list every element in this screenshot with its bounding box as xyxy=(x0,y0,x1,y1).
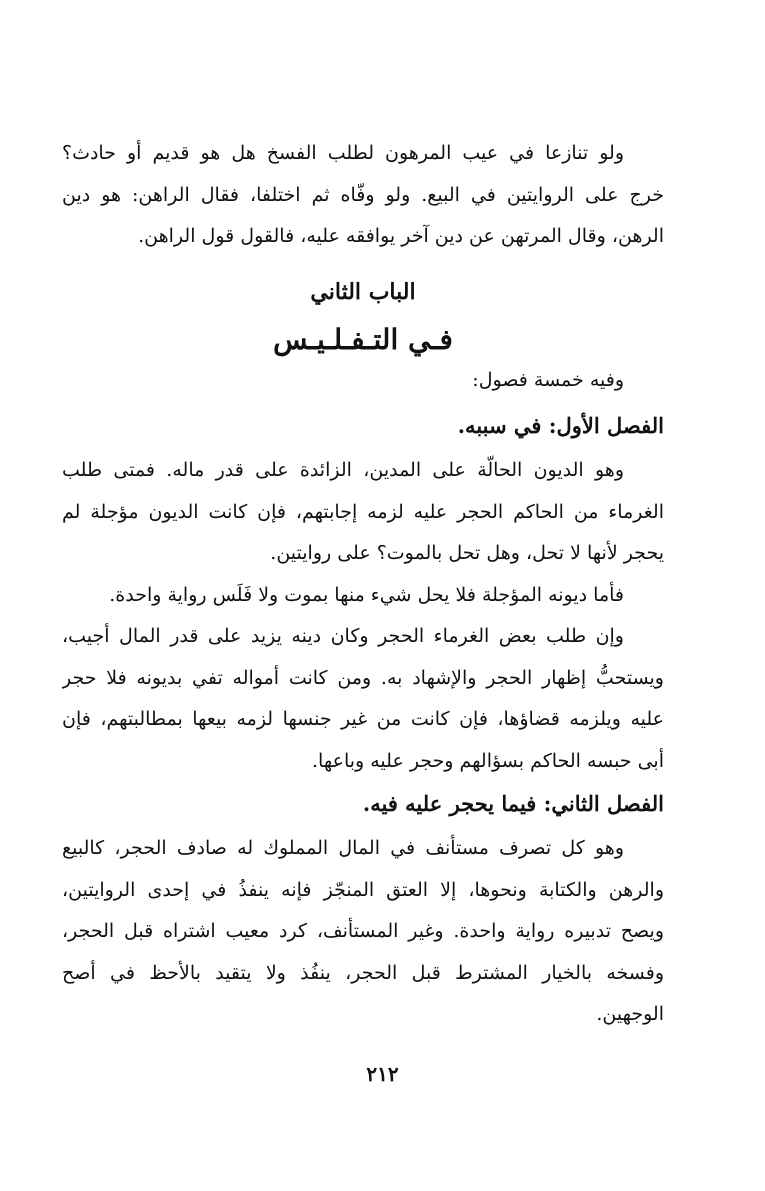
text-line: ويصح تدبيره رواية واحدة. وغير المستأنف، كرد معيب اشتراه قبل الحجر، xyxy=(62,920,664,942)
text-line: وهو كل تصرف مستأنف في المال المملوك له صادف الحجر، كالبيع xyxy=(62,837,624,859)
text-line: أبى حبسه الحاكم بسؤالهم وحجر عليه وباعها. xyxy=(312,749,664,772)
text-line: الرهن، وقال المرتهن عن دين آخر يوافقه عليه، فالقول قول الراهن. xyxy=(138,225,664,247)
text-line: ولو تنازعا في عيب المرهون لطلب الفسخ هل هو قديم أو حادث؟ xyxy=(62,142,624,164)
text-line: والرهن والكتابة ونحوها، إلا العتق المنجّز فإنه ينفذُ في إحدى الروايتين، xyxy=(62,878,664,901)
chapter-title: فـي التـفـلـيـس xyxy=(273,323,453,356)
page-number: ٢١٢ xyxy=(366,1062,399,1086)
text-line: وهو الديون الحالّة على المدين، الزائدة على قدر ماله. فمتى طلب xyxy=(62,459,624,481)
text-line: عليه ويلزمه قضاؤها، فإن كانت من غير جنسها لزمه بيعها بمطالبتهم، فإن xyxy=(62,708,664,730)
section-two-title: الفصل الثاني: فيما يحجر عليه فيه. xyxy=(362,791,664,816)
text-line: يحجر لأنها لا تحل، وهل تحل بالموت؟ على روايتين. xyxy=(270,542,664,564)
text-line: وفسخه بالخيار المشترط قبل الحجر، ينفُذ ولا يتقيد بالأحظ في أصح xyxy=(62,961,664,984)
section-one-body xyxy=(62,450,664,782)
text-line: وإن طلب بعض الغرماء الحجر وكان دينه يزيد على قدر المال أجيب، xyxy=(62,625,624,647)
intro-paragraph xyxy=(62,133,664,258)
text-line: ويستحبُّ إظهار الحجر والإشهاد به. ومن كانت أمواله تفي بديونه فلا حجر xyxy=(62,666,664,689)
text-line: خرج على الروايتين في البيع. ولو وفّاه ثم اختلفا، فقال الراهن: هو دين xyxy=(62,183,664,206)
section-one-title: الفصل الأول: في سببه. xyxy=(457,413,664,438)
text-line: فأما ديونه المؤجلة فلا يحل شيء منها بموت ولا فَلَس رواية واحدة. xyxy=(109,583,624,606)
text-line: الغرماء من الحاكم الحجر عليه لزمه إجابتهم، فإن كانت الديون مؤجلة لم xyxy=(62,500,664,523)
section-two-body xyxy=(62,828,664,1036)
chapter-number: الباب الثاني xyxy=(310,279,416,305)
chapter-intro: وفيه خمسة فصول: xyxy=(472,369,624,391)
text-line: الوجهين. xyxy=(596,1003,664,1025)
